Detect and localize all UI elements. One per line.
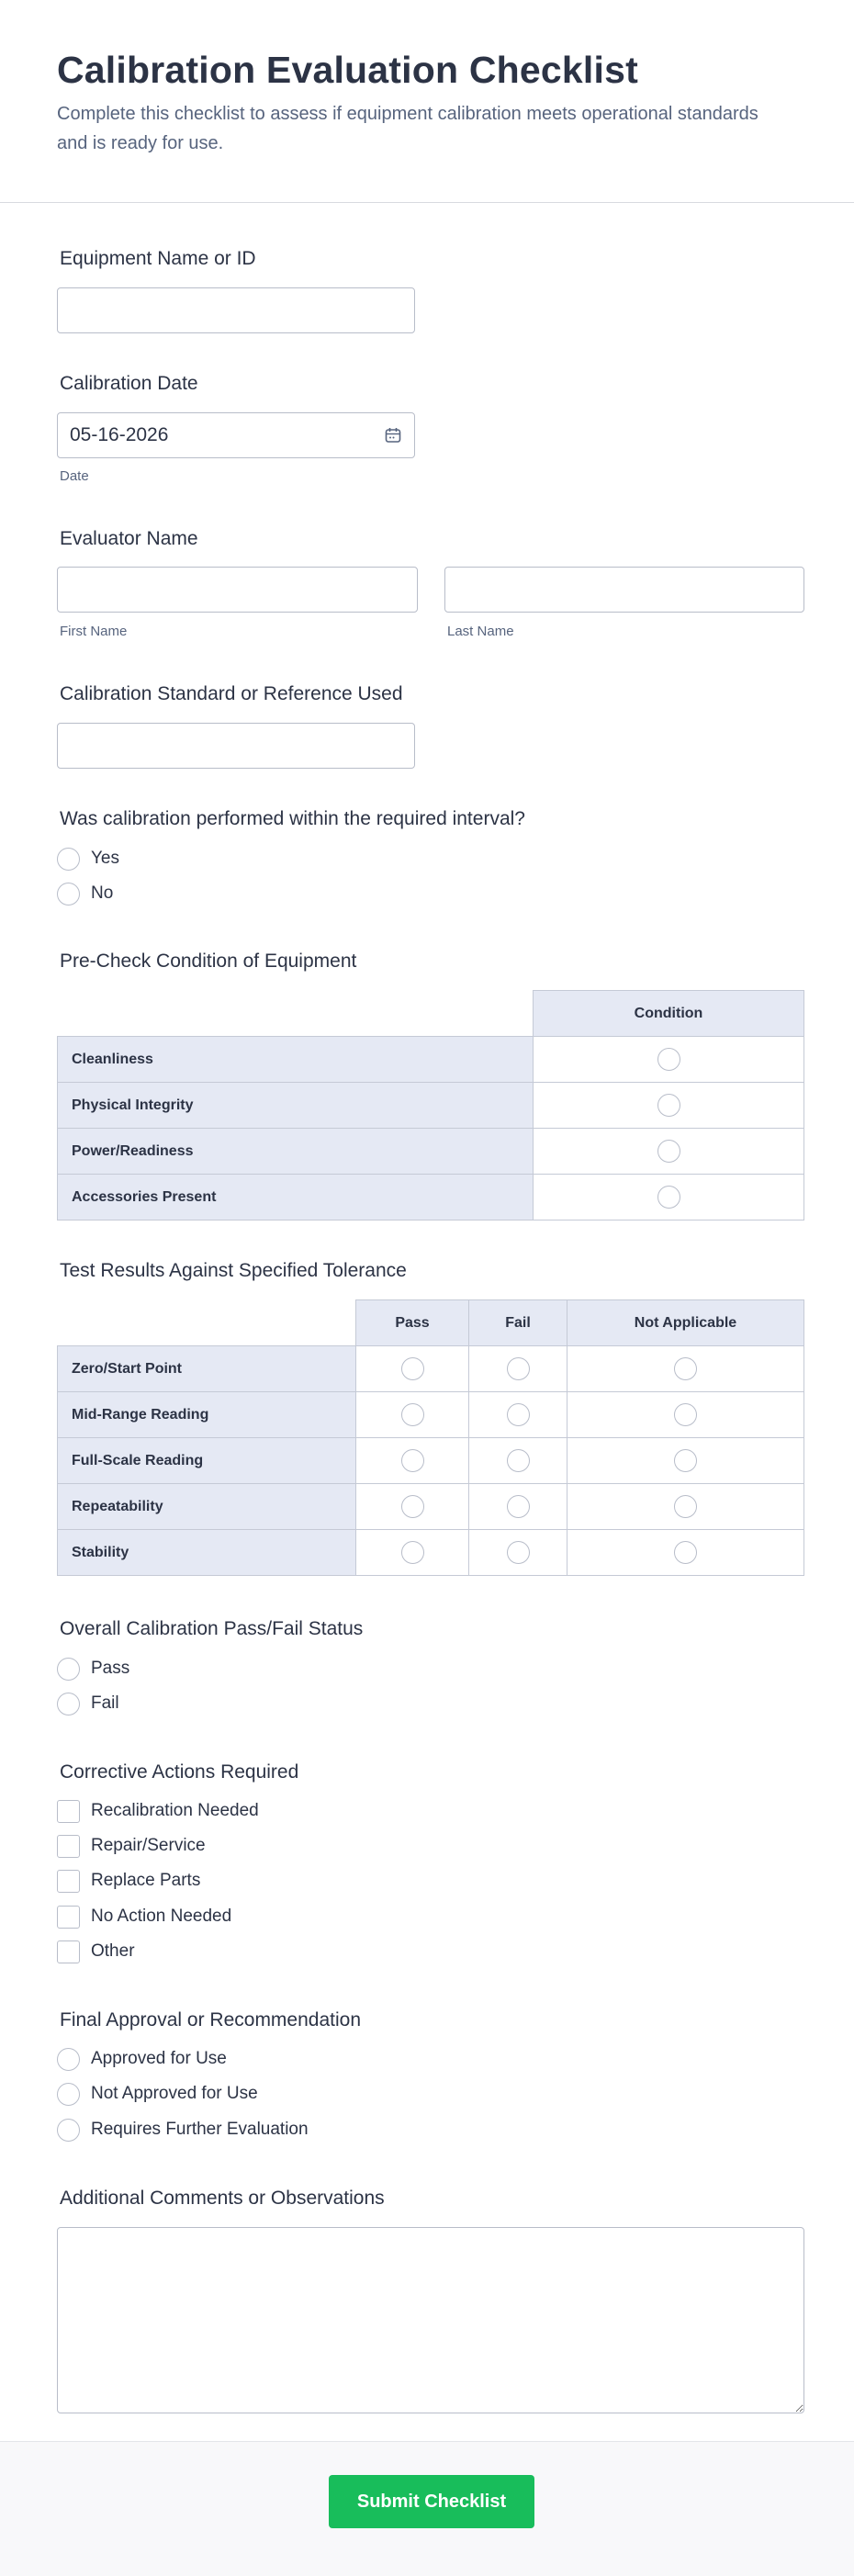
- page-title: Calibration Evaluation Checklist: [57, 49, 638, 91]
- row-header: Full-Scale Reading: [58, 1438, 356, 1484]
- radio-button[interactable]: [401, 1357, 424, 1380]
- row-header: Physical Integrity: [58, 1083, 534, 1129]
- option-label: Requires Further Evaluation: [91, 2120, 309, 2139]
- row-header: Stability: [58, 1530, 356, 1576]
- radio-button[interactable]: [57, 2119, 80, 2142]
- approval-field: [57, 2009, 804, 2147]
- option-label: No Action Needed: [91, 1907, 232, 1926]
- radio-button[interactable]: [401, 1449, 424, 1472]
- radio-button[interactable]: [674, 1449, 697, 1472]
- option-label: Not Approved for Use: [91, 2084, 258, 2103]
- comments-textarea[interactable]: [57, 2227, 804, 2413]
- row-header: Mid-Range Reading: [58, 1392, 356, 1438]
- option-label: Fail: [91, 1693, 119, 1713]
- radio-button[interactable]: [57, 2048, 80, 2071]
- radio-button[interactable]: [657, 1186, 680, 1209]
- table-row: [58, 1037, 804, 1083]
- comments-field: [57, 2188, 804, 2215]
- evaluator-label: Evaluator Name: [60, 528, 198, 549]
- radio-button[interactable]: [507, 1449, 530, 1472]
- option-label: Yes: [91, 849, 119, 868]
- table-row: [58, 1438, 804, 1484]
- corrective-label: Corrective Actions Required: [60, 1761, 299, 1783]
- table-row: [58, 1392, 804, 1438]
- radio-button[interactable]: [57, 1693, 80, 1715]
- radio-button[interactable]: [57, 2083, 80, 2106]
- option-label: Recalibration Needed: [91, 1801, 259, 1820]
- standard-field: [57, 683, 804, 775]
- column-header: Pass: [356, 1300, 469, 1346]
- corrective-field: [57, 1761, 804, 1973]
- row-header: Cleanliness: [58, 1037, 534, 1083]
- radio-button[interactable]: [507, 1403, 530, 1426]
- radio-button[interactable]: [657, 1094, 680, 1117]
- approval-option-further[interactable]: [57, 2116, 309, 2143]
- form-footer: [0, 2441, 854, 2576]
- radio-button[interactable]: [507, 1541, 530, 1564]
- radio-button[interactable]: [657, 1140, 680, 1163]
- radio-button[interactable]: [657, 1048, 680, 1071]
- interval-field: [57, 808, 804, 914]
- calibration-date-label: Calibration Date: [60, 373, 198, 394]
- interval-option-yes[interactable]: [57, 845, 119, 872]
- calibration-date-input[interactable]: [57, 412, 415, 458]
- overall-field: [57, 1618, 804, 1724]
- option-label: Repair/Service: [91, 1836, 206, 1855]
- interval-label: Was calibration performed within the required interval?: [60, 808, 525, 829]
- option-label: Replace Parts: [91, 1871, 201, 1890]
- overall-option-fail[interactable]: [57, 1690, 119, 1717]
- tests-matrix: [57, 1299, 804, 1576]
- form-header: [0, 0, 854, 203]
- checkbox[interactable]: [57, 1800, 80, 1823]
- radio-button[interactable]: [674, 1495, 697, 1518]
- checkbox[interactable]: [57, 1870, 80, 1893]
- calendar-icon[interactable]: [384, 426, 402, 444]
- matrix-corner: [58, 991, 534, 1037]
- radio-button[interactable]: [674, 1357, 697, 1380]
- radio-button[interactable]: [401, 1541, 424, 1564]
- corrective-option-no-action[interactable]: [57, 1903, 231, 1930]
- equipment-input[interactable]: [57, 287, 415, 333]
- approval-label: Final Approval or Recommendation: [60, 2009, 362, 2030]
- calibration-date-value: 05-16-2026: [70, 424, 169, 445]
- precheck-label: Pre-Check Condition of Equipment: [60, 951, 357, 972]
- option-label: Other: [91, 1941, 135, 1961]
- radio-button[interactable]: [57, 883, 80, 906]
- evaluator-field: [57, 528, 804, 647]
- radio-button[interactable]: [674, 1403, 697, 1426]
- table-row: [58, 1484, 804, 1530]
- row-header: Repeatability: [58, 1484, 356, 1530]
- radio-button[interactable]: [507, 1495, 530, 1518]
- matrix-corner: [58, 1300, 356, 1346]
- table-row: [58, 1129, 804, 1175]
- equipment-label: Equipment Name or ID: [60, 248, 256, 269]
- table-row: [58, 1530, 804, 1576]
- calibration-date-sublabel: Date: [60, 468, 89, 484]
- row-header: Zero/Start Point: [58, 1346, 356, 1392]
- option-label: Approved for Use: [91, 2049, 227, 2068]
- checkbox[interactable]: [57, 1906, 80, 1929]
- corrective-option-replace[interactable]: [57, 1867, 200, 1895]
- overall-option-pass[interactable]: [57, 1655, 129, 1682]
- radio-button[interactable]: [401, 1403, 424, 1426]
- overall-label: Overall Calibration Pass/Fail Status: [60, 1618, 364, 1639]
- standard-label: Calibration Standard or Reference Used: [60, 683, 403, 704]
- approval-option-not-approved[interactable]: [57, 2080, 258, 2108]
- comments-label: Additional Comments or Observations: [60, 2188, 385, 2209]
- standard-input[interactable]: [57, 723, 415, 769]
- form-description: Complete this checklist to assess if equipment calibration meets operational standards and is ready for use.: [57, 104, 758, 153]
- table-row: [58, 1083, 804, 1129]
- checkbox[interactable]: [57, 1835, 80, 1858]
- comments-box: [57, 2227, 804, 2413]
- last-name-sublabel: Last Name: [447, 624, 514, 639]
- column-header: Condition: [534, 991, 804, 1037]
- row-header: Accessories Present: [58, 1175, 534, 1221]
- radio-button[interactable]: [57, 1658, 80, 1681]
- row-header: Power/Readiness: [58, 1129, 534, 1175]
- approval-option-approved[interactable]: [57, 2045, 227, 2073]
- first-name-input[interactable]: [57, 567, 418, 613]
- submit-button[interactable]: Submit Checklist: [329, 2475, 534, 2528]
- equipment-field: [57, 248, 804, 340]
- last-name-input[interactable]: [444, 567, 804, 613]
- radio-button[interactable]: [674, 1541, 697, 1564]
- corrective-option-other[interactable]: [57, 1938, 135, 1965]
- checkbox[interactable]: [57, 1940, 80, 1963]
- tests-label: Test Results Against Specified Tolerance: [60, 1260, 407, 1281]
- precheck-field: [57, 951, 804, 1226]
- radio-button[interactable]: [401, 1495, 424, 1518]
- option-label: No: [91, 883, 114, 903]
- column-header: Fail: [469, 1300, 567, 1346]
- table-row: [58, 1346, 804, 1392]
- calibration-date-field: [57, 373, 804, 492]
- radio-button[interactable]: [57, 848, 80, 871]
- corrective-option-repair[interactable]: [57, 1832, 206, 1860]
- interval-option-no[interactable]: [57, 880, 113, 907]
- column-header: Not Applicable: [567, 1300, 804, 1346]
- radio-button[interactable]: [507, 1357, 530, 1380]
- corrective-option-recalibration[interactable]: [57, 1797, 259, 1825]
- precheck-matrix: [57, 990, 804, 1221]
- option-label: Pass: [91, 1659, 130, 1678]
- table-row: [58, 1175, 804, 1221]
- tests-field: [57, 1260, 804, 1581]
- first-name-sublabel: First Name: [60, 624, 128, 639]
